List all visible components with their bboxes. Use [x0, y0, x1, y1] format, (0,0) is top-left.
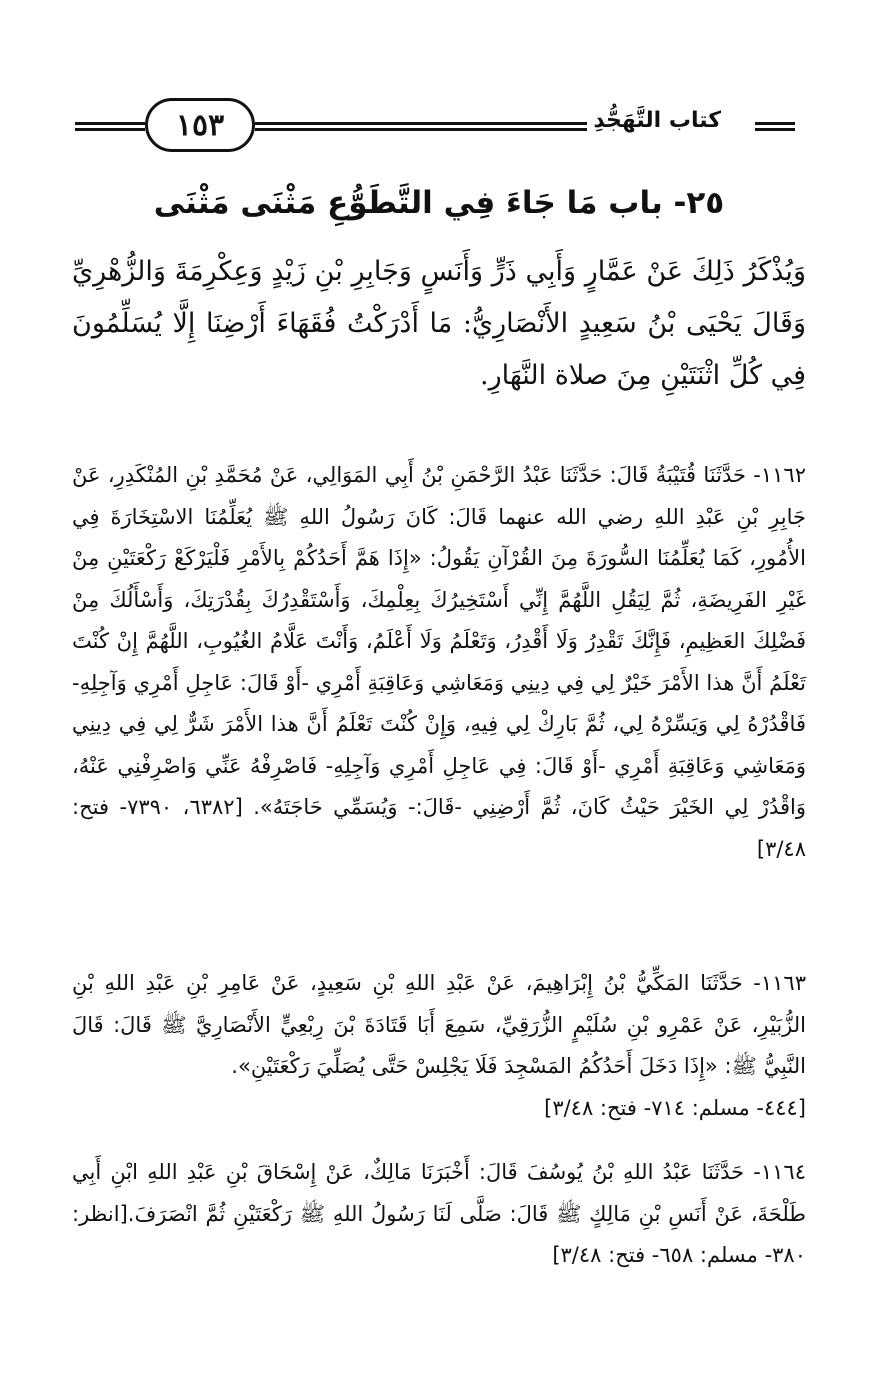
page-number: ١٥٣: [145, 98, 255, 152]
hadith-text: ١١٦٤- حَدَّثَنَا عَبْدُ اللهِ بْنُ يُوسُفَ قَالَ: أَخْبَرَنَا مَالِكٌ، عَنْ إِسْحَاقَ بْنِ عَبْدِ اللهِ ابْنِ أَبِي طَلْحَةَ، عَنْ أَنَسِ بْنِ مَالِكٍ ﷺ قَالَ: صَلَّى لَنَا رَسُولُ اللهِ ﷺ رَكْعَتَيْنِ ثُمَّ انْصَرَفَ.: [72, 1160, 806, 1226]
header-rule-left: [75, 122, 145, 134]
hadith-1162: [72, 455, 806, 870]
hadith-1163: [72, 963, 806, 1129]
hadith-text: ١١٦٣- حَدَّثَنَا المَكِّيُّ بْنُ إِبْرَاهِيمَ، عَنْ عَبْدِ اللهِ بْنِ سَعِيدٍ، عَنْ عَامِرِ بْنِ عَبْدِ اللهِ بْنِ الزُّبَيْرِ، عَنْ عَمْرِو بْنِ سُلَيْمٍ الزُّرَقِيِّ، سَمِعَ أَبَا قَتَادَةَ بْنَ رِبْعِيٍّ الأَنْصَارِيَّ ﷺ قَالَ: قَالَ النَّبِيُّ ﷺ: «إِذَا دَخَلَ أَحَدُكُمُ المَسْجِدَ فَلَا يَجْلِسْ حَتَّى يُصَلِّيَ رَكْعَتَيْنِ».: [72, 971, 806, 1078]
hadith-reference: [انظر: ٣٨٠- مسلم: ٦٥٨- فتح: ٣/٤٨]: [72, 1201, 806, 1267]
chapter-title: ٢٥- باب مَا جَاءَ فِي التَّطَوُّعِ مَثْنَى مَثْنَى: [153, 185, 725, 221]
hadith-1164: [72, 1152, 806, 1277]
hadith-reference: [٤٤٤- مسلم: ٧١٤- فتح: ٣/٤٨]: [544, 1095, 806, 1120]
hadith-reference: [٦٣٨٢، ٧٣٩٠- فتح: ٣/٤٨]: [72, 795, 806, 861]
header-rule-right: [755, 122, 795, 134]
book-title: كتاب التَّهَجُّدِ: [587, 108, 727, 133]
chapter-intro: وَيُذْكَرُ ذَلِكَ عَنْ عَمَّارٍ وَأَبِي ذَرٍّ وَأَنَسٍ وَجَابِرِ بْنِ زَيْدٍ وَعِكْرِمَةَ وَالزُّهْرِيِّ وَقَالَ يَحْيَى بْنُ سَعِيدٍ الأَنْصَارِيُّ: مَا أَدْرَكْتُ فُقَهَاءَ أَرْضِنَا إِلَّا يُسَلِّمُونَ فِي كُلِّ اثْنَتَيْنِ مِنَ صلاة النَّهَارِ.: [72, 256, 806, 391]
hadith-text: ١١٦٢- حَدَّثَنَا قُتَيْبَةُ قَالَ: حَدَّثَنَا عَبْدُ الرَّحْمَنِ بْنُ أَبِي المَوَالِي، عَنْ مُحَمَّدِ بْنِ المُنْكَدِرِ، عَنْ جَابِرِ بْنِ عَبْدِ اللهِ رضي الله عنهما قَالَ: كَانَ رَسُولُ اللهِ ﷺ يُعَلِّمُنَا الاسْتِخَارَةَ فِي الأُمُورِ، كَمَا يُعَلِّمُنَا السُّورَةَ مِنَ القُرْآنِ يَقُولُ: «إِذَا هَمَّ أَحَدُكُمْ بِالأَمْرِ فَلْيَرْكَعْ رَكْعَتَيْنِ مِنْ غَيْرِ الفَرِيضَةِ، ثُمَّ لِيَقُلِ اللَّهُمَّ إِنِّي أَسْتَخِيرُكَ بِعِلْمِكَ، وَأَسْتَقْدِرُكَ بِقُدْرَتِكَ، وَأَسْأَلُكَ مِنْ فَضْلِكَ العَظِيمِ، فَإِنَّكَ تَقْدِرُ وَلَا أَقْدِرُ، وَتَعْلَمُ وَلَا أَعْلَمُ، وَأَنْتَ عَلَّامُ الغُيُوبِ، اللَّهُمَّ إِنْ كُنْتَ تَعْلَمُ أَنَّ هذا الأَمْرَ خَيْرٌ لِي فِي دِينِي وَمَعَاشِي وَعَاقِبَةِ أَمْرِي -أَوْ قَالَ: عَاجِلِ أَمْرِي وَآجِلِهِ- فَاقْدُرْهُ لِي وَيَسِّرْهُ لِي، ثُمَّ بَارِكْ لِي فِيهِ، وَإِنْ كُنْتَ تَعْلَمُ أَنَّ هذا الأَمْرَ شَرٌّ لِي فِي دِينِي وَمَعَاشِي وَعَاقِبَةِ أَمْرِي -أَوْ قَالَ: فِي عَاجِلِ أَمْرِي وَآجِلِهِ- فَاصْرِفْهُ عَنِّي وَاصْرِفْنِي عَنْهُ، وَاقْدُرْ لِي الخَيْرَ حَيْثُ كَانَ، ثُمَّ أَرْضِنِي -قَالَ:- وَيُسَمِّي حَاجَتَهُ».: [72, 463, 806, 819]
page-header: [75, 98, 795, 160]
